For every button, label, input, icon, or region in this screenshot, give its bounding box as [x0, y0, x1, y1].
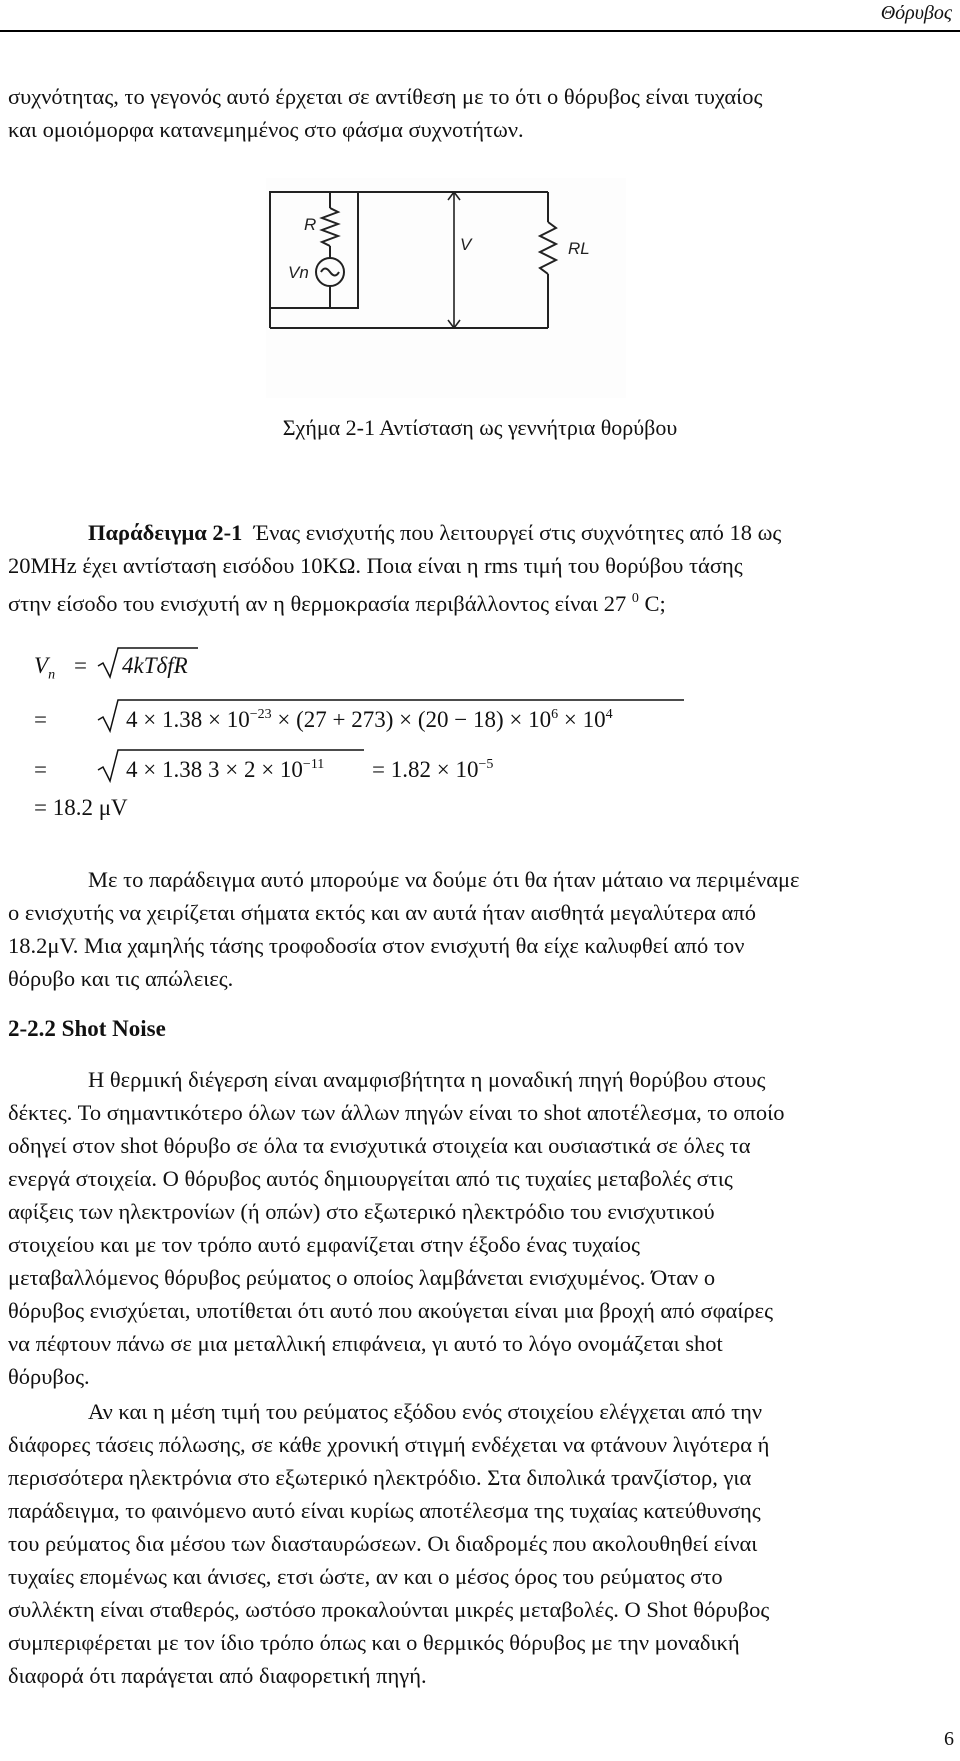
- eq2-part-b: × (27 + 273) × (20 − 18) × 10: [277, 707, 552, 732]
- eq-lhs: [34, 653, 55, 684]
- page-number: 6: [944, 1728, 954, 1750]
- example-line-3: [8, 582, 952, 620]
- label-rl: RL: [568, 239, 590, 258]
- eq-equals-3: =: [34, 757, 47, 782]
- conclusion-line-3: 18.2μV. Μια χαμηλής τάσης τροφοδοσία στον ενισχυτή θα είχε καλυφθεί από τον: [8, 933, 745, 958]
- intro-line-1: συχνότητας, το γεγονός αυτό έρχεται σε αντίθεση με το ότι ο θόρυβος είναι τυχαίος: [8, 84, 763, 109]
- example-line-1-text: Ένας ενισχυτής που λειτουργεί στις συχνότητες από 18 ως: [253, 520, 782, 545]
- conclusion-line-2: ο ενισχυτής να χειρίζεται σήματα εκτός και αν αυτά ήταν αισθητά μεγαλύτερα από: [8, 900, 756, 925]
- para2-line: συλλέκτη είναι σταθερός, ωστόσο προκαλούνται μικρές μεταβολές. Ο Shot θόρυβος: [8, 1597, 770, 1622]
- para1-line: αφίξεις των ηλεκτρονίων (ή οπών) στο εξωτερικό ηλεκτρόδιο του ενισχυτικού: [8, 1199, 715, 1224]
- eq3-result: [372, 757, 493, 783]
- section-heading: 2-2.2 Shot Noise: [8, 1016, 166, 1041]
- eq2-exp-b: 6: [551, 707, 559, 722]
- para2-line: τυχαίες επομένως και άνισες, ετσι ώστε, αν και ο μέσος όρος του ρεύματος στο: [8, 1564, 723, 1589]
- eq3-expression: [126, 757, 324, 783]
- eq-lhs-sub: n: [48, 667, 56, 683]
- example-label: Παράδειγμα 2-1: [88, 520, 243, 545]
- label-v: V: [460, 235, 472, 254]
- conclusion-line-1: Με το παράδειγμα αυτό μπορούμε να δούμε ότι θα ήταν μάταιο να περιμέναμε: [88, 867, 800, 892]
- example-line-3-unit: C;: [644, 591, 666, 616]
- para1-line: θόρυβος.: [8, 1364, 90, 1389]
- eq3-part-a: 4 × 1.38 3 × 2 × 10: [126, 757, 303, 782]
- para1-line: ενεργά στοιχεία. Ο θόρυβος αυτός δημιουργείται από τις τυχαίες μεταβολές στις: [8, 1166, 733, 1191]
- eq-equals-1: =: [74, 653, 87, 678]
- eq2-exp-c: 4: [605, 707, 613, 722]
- eq2-part-a: 4 × 1.38 × 10: [126, 707, 250, 732]
- figure-caption: Σχήμα 2-1 Αντίσταση ως γεννήτρια θορύβου: [282, 415, 678, 440]
- eq2-expression: [126, 707, 613, 733]
- para2-line: διάφορες τάσεις πόλωσης, σε κάθε χρονική στιγμή ενδέχεται να φτάνουν λιγότερα ή: [8, 1432, 770, 1457]
- circuit-figure: [266, 178, 626, 398]
- para2-line: παράδειγμα, το φαινόμενο αυτό είναι κυρίως αποτέλεσμα της τυχαίας κατεύθυνσης: [8, 1498, 761, 1523]
- eq2-part-c: × 10: [563, 707, 606, 732]
- figure-background: [266, 178, 626, 398]
- para2-line: Αν και η μέση τιμή του ρεύματος εξόδου ενός στοιχείου ελέγχεται από την: [88, 1399, 763, 1424]
- para2-line: περισσότερα ηλεκτρόνια στο εξωτερικό ηλεκτρόδιο. Στα διπολικά τρανζίστορ, για: [8, 1465, 752, 1490]
- eq-equals-2: =: [34, 707, 47, 732]
- eq1-expression: 4kTδfR: [122, 653, 188, 678]
- header-rule: [0, 30, 960, 32]
- para1-line: να πέφτουν πάνω σε μια μεταλλική επιφάνεια, γι αυτό το λόγο ονομάζεται shot: [8, 1331, 723, 1356]
- para1-line: οδηγεί στον shot θόρυβο σε όλα τα ενισχυτικά στοιχεία και ουσιαστικά σε όλες τα: [8, 1133, 751, 1158]
- eq2-exp-a: −23: [249, 707, 272, 722]
- label-r: R: [304, 215, 317, 234]
- example-line-3-text: στην είσοδο του ενισχυτή αν η θερμοκρασία περιβάλλοντος είναι 27: [8, 591, 627, 616]
- eq3-result-text: = 1.82 × 10: [372, 757, 479, 782]
- eq3-exp-a: −11: [302, 757, 325, 772]
- eq3-result-exp: −5: [478, 757, 494, 772]
- para1-line: στοιχείου και με τον τρόπο αυτό εμφανίζεται στην έξοδο ένας τυχαίος: [8, 1232, 640, 1257]
- running-header-title: Θόρυβος: [880, 2, 952, 24]
- para1-line: μεταβαλλόμενος θόρυβος ρεύματος ο οποίος λαμβάνεται ενισχυμένος. Όταν ο: [8, 1265, 716, 1290]
- para1-line: δέκτες. Το σημαντικότερο όλων των άλλων πηγών είναι το shot αποτέλεσμα, το οποίο: [8, 1100, 785, 1125]
- para2-line: του ρεύματος δια μέσου των διασταυρώσεων. Οι διαδρομές που ακολουθηθεί είναι: [8, 1531, 758, 1556]
- degree-superscript: 0: [631, 591, 639, 606]
- eq4-result: = 18.2 μV: [34, 795, 128, 820]
- example-line-2: 20MHz έχει αντίσταση εισόδου 10KΩ. Ποια είναι η rms τιμή του θορύβου τάσης: [8, 553, 743, 578]
- label-vn: Vn: [288, 263, 309, 282]
- intro-line-2: και ομοιόμορφα κατανεμημένος στο φάσμα συχνοτήτων.: [8, 117, 524, 142]
- para2-line: διαφορά ότι παράγεται από διαφορετική πηγή.: [8, 1663, 427, 1688]
- para1-line: Η θερμική διέγερση είναι αναμφισβήτητα η μοναδική πηγή θορύβου στους: [88, 1067, 766, 1092]
- para2-line: συμπεριφέρεται με τον ίδιο τρόπο όπως και ο θερμικός θόρυβος με την μοναδική: [8, 1630, 740, 1655]
- para1-line: θόρυβος ενισχύεται, υποτίθεται ότι αυτό που ακούγεται είναι μια βροχή από σφαίρες: [8, 1298, 773, 1323]
- eq-lhs-symbol: V: [34, 653, 49, 678]
- conclusion-line-4: θόρυβο και τις απώλειες.: [8, 966, 234, 991]
- example-line-1: [8, 516, 952, 549]
